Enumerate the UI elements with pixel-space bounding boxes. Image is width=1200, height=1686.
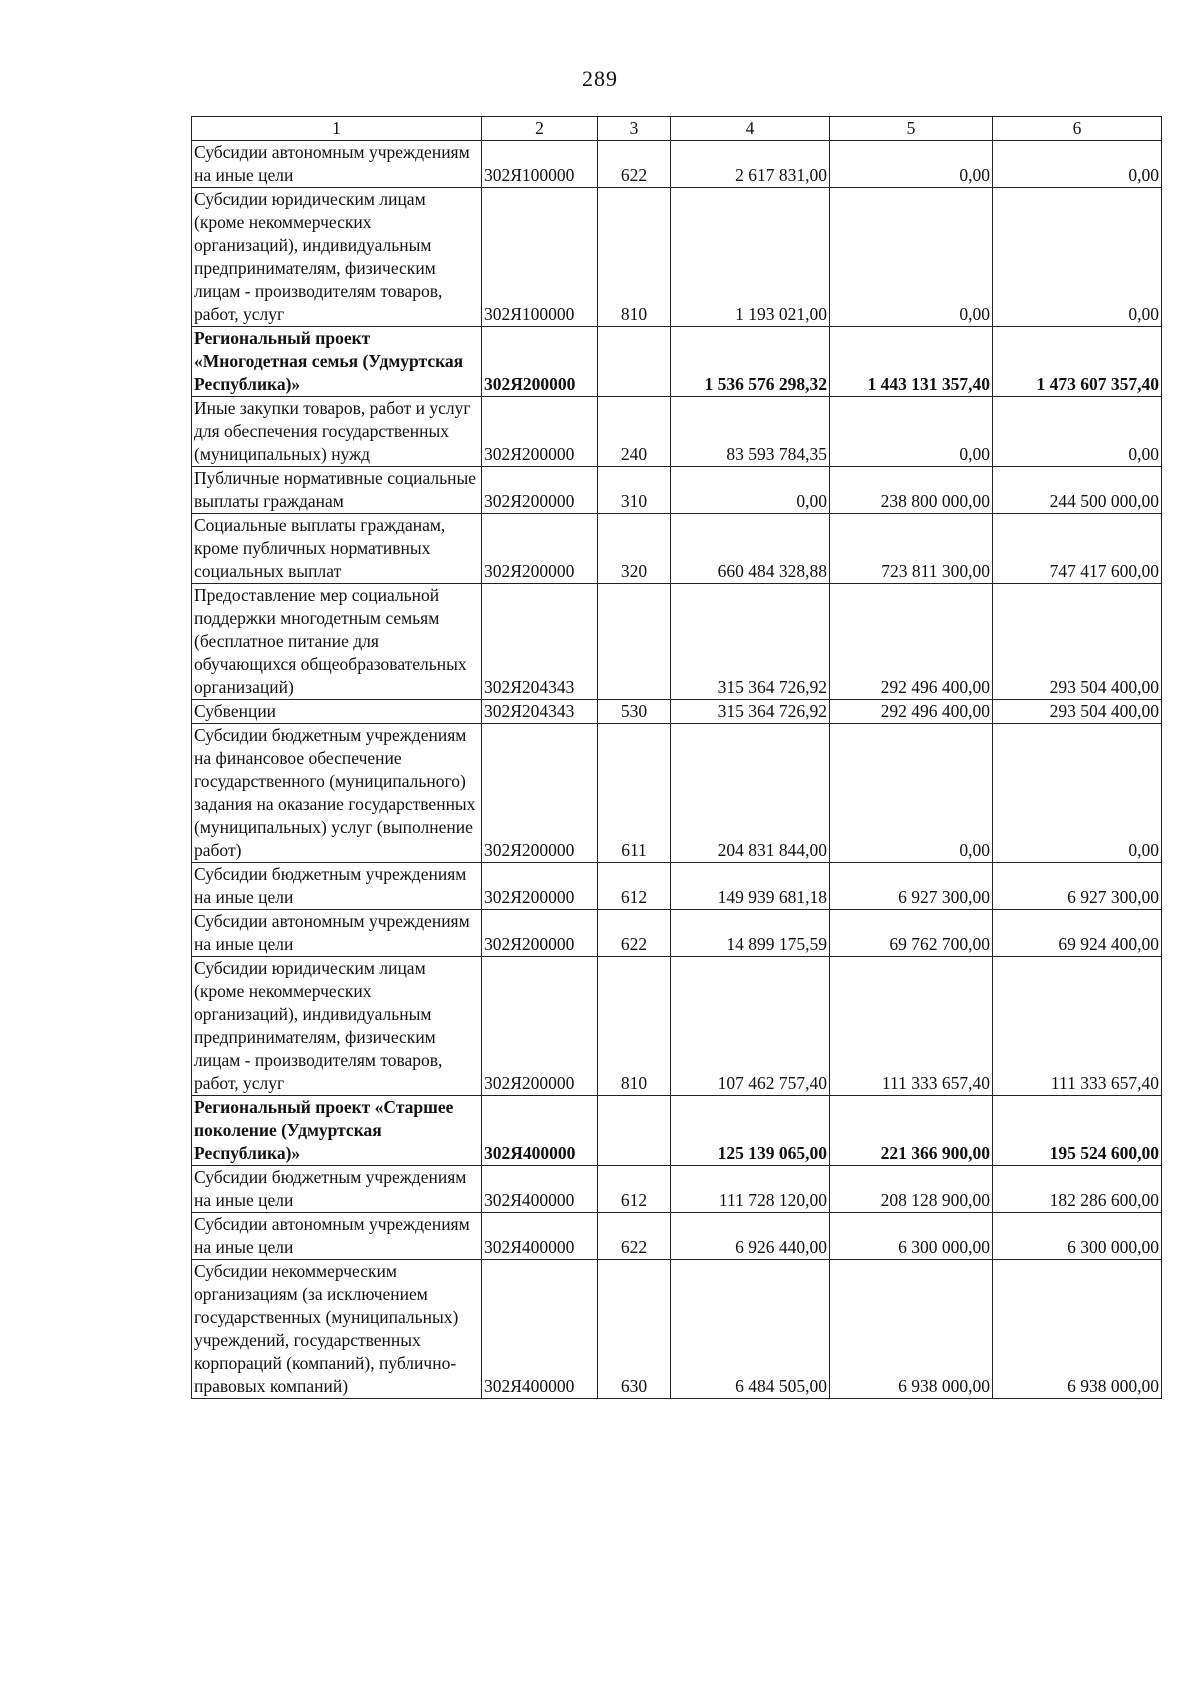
- row-value-2024: 2 617 831,00: [671, 141, 830, 188]
- row-name: Региональный проект «Старшее поколение (Удмуртская Республика)»: [192, 1096, 482, 1166]
- row-value-2026: 111 333 657,40: [993, 957, 1162, 1096]
- row-code: 302Я200000: [482, 957, 598, 1096]
- row-code: 302Я400000: [482, 1166, 598, 1213]
- row-value-2025: 0,00: [830, 188, 993, 327]
- row-name: Субсидии автономным учреждениям на иные цели: [192, 910, 482, 957]
- row-type: 320: [598, 514, 671, 584]
- table-row: [192, 700, 1162, 724]
- table-row: [192, 397, 1162, 467]
- row-value-2025: 238 800 000,00: [830, 467, 993, 514]
- row-value-2026: 6 927 300,00: [993, 863, 1162, 910]
- row-value-2026: 0,00: [993, 188, 1162, 327]
- row-value-2025: 0,00: [830, 141, 993, 188]
- table-row: [192, 188, 1162, 327]
- row-value-2025: 1 443 131 357,40: [830, 327, 993, 397]
- col-header-1: 1: [192, 117, 482, 141]
- row-value-2026: 293 504 400,00: [993, 700, 1162, 724]
- table-row: [192, 467, 1162, 514]
- row-type: 622: [598, 1213, 671, 1260]
- row-value-2024: 1 536 576 298,32: [671, 327, 830, 397]
- row-value-2025: 111 333 657,40: [830, 957, 993, 1096]
- col-header-6: 6: [993, 117, 1162, 141]
- row-name: Субсидии бюджетным учреждениям на иные цели: [192, 863, 482, 910]
- row-name: Субсидии бюджетным учреждениям на финансовое обеспечение государственного (муниципального) задания на оказание государственных (муниципальных) услуг (выполнение работ): [192, 724, 482, 863]
- row-name: Субсидии автономным учреждениям на иные цели: [192, 141, 482, 188]
- row-code: 302Я100000: [482, 141, 598, 188]
- row-type: 622: [598, 141, 671, 188]
- row-name: Предоставление мер социальной поддержки многодетным семьям (бесплатное питание для обучающихся общеобразовательных организаций): [192, 584, 482, 700]
- row-value-2024: 125 139 065,00: [671, 1096, 830, 1166]
- row-value-2024: 315 364 726,92: [671, 700, 830, 724]
- row-value-2024: 149 939 681,18: [671, 863, 830, 910]
- row-code: 302Я100000: [482, 188, 598, 327]
- table-row: [192, 1213, 1162, 1260]
- row-code: 302Я200000: [482, 397, 598, 467]
- row-type: 240: [598, 397, 671, 467]
- row-code: 302Я200000: [482, 724, 598, 863]
- row-value-2025: 0,00: [830, 724, 993, 863]
- row-name: Субсидии автономным учреждениям на иные цели: [192, 1213, 482, 1260]
- row-code: 302Я400000: [482, 1213, 598, 1260]
- table-row: [192, 910, 1162, 957]
- row-code: 302Я400000: [482, 1096, 598, 1166]
- row-name: Субсидии юридическим лицам (кроме некоммерческих организаций), индивидуальным предпринимателям, физическим лицам - производителям товаров, работ, услуг: [192, 188, 482, 327]
- row-value-2025: 723 811 300,00: [830, 514, 993, 584]
- row-value-2026: 6 300 000,00: [993, 1213, 1162, 1260]
- row-value-2026: 0,00: [993, 141, 1162, 188]
- table-row: [192, 863, 1162, 910]
- page-number: 289: [582, 66, 618, 91]
- col-header-3: 3: [598, 117, 671, 141]
- table-row: [192, 514, 1162, 584]
- row-value-2024: 204 831 844,00: [671, 724, 830, 863]
- row-value-2026: 195 524 600,00: [993, 1096, 1162, 1166]
- row-type: [598, 327, 671, 397]
- budget-table: [191, 116, 1162, 1399]
- col-header-5: 5: [830, 117, 993, 141]
- header-row: [192, 117, 1162, 141]
- row-value-2025: 221 366 900,00: [830, 1096, 993, 1166]
- row-type: 810: [598, 957, 671, 1096]
- row-name: Субвенции: [192, 700, 482, 724]
- row-value-2026: 293 504 400,00: [993, 584, 1162, 700]
- row-value-2026: 1 473 607 357,40: [993, 327, 1162, 397]
- table-row: [192, 584, 1162, 700]
- table-body: [192, 141, 1162, 1399]
- row-value-2026: 69 924 400,00: [993, 910, 1162, 957]
- row-type: 612: [598, 1166, 671, 1213]
- row-value-2024: 14 899 175,59: [671, 910, 830, 957]
- row-value-2024: 6 484 505,00: [671, 1260, 830, 1399]
- row-value-2024: 6 926 440,00: [671, 1213, 830, 1260]
- row-name: Региональный проект «Многодетная семья (Удмуртская Республика)»: [192, 327, 482, 397]
- row-value-2025: 6 927 300,00: [830, 863, 993, 910]
- table-row: [192, 1260, 1162, 1399]
- row-value-2025: 0,00: [830, 397, 993, 467]
- row-type: [598, 1096, 671, 1166]
- row-type: 611: [598, 724, 671, 863]
- row-type: 530: [598, 700, 671, 724]
- row-name: Субсидии некоммерческим организациям (за исключением государственных (муниципальных) учреждений, государственных корпораций (компаний), публично-правовых компаний): [192, 1260, 482, 1399]
- row-value-2025: 69 762 700,00: [830, 910, 993, 957]
- row-name: Субсидии бюджетным учреждениям на иные цели: [192, 1166, 482, 1213]
- row-name: Публичные нормативные социальные выплаты гражданам: [192, 467, 482, 514]
- row-value-2025: 292 496 400,00: [830, 584, 993, 700]
- row-value-2026: 0,00: [993, 397, 1162, 467]
- row-value-2025: 6 938 000,00: [830, 1260, 993, 1399]
- row-name: Субсидии юридическим лицам (кроме некоммерческих организаций), индивидуальным предпринимателям, физическим лицам - производителям товаров, работ, услуг: [192, 957, 482, 1096]
- row-value-2026: 244 500 000,00: [993, 467, 1162, 514]
- table-row: [192, 141, 1162, 188]
- row-name: Социальные выплаты гражданам, кроме публичных нормативных социальных выплат: [192, 514, 482, 584]
- row-code: 302Я400000: [482, 1260, 598, 1399]
- row-value-2024: 315 364 726,92: [671, 584, 830, 700]
- row-value-2025: 292 496 400,00: [830, 700, 993, 724]
- table-row: [192, 957, 1162, 1096]
- row-value-2024: 1 193 021,00: [671, 188, 830, 327]
- row-code: 302Я204343: [482, 584, 598, 700]
- row-type: 310: [598, 467, 671, 514]
- row-value-2026: 182 286 600,00: [993, 1166, 1162, 1213]
- row-type: 612: [598, 863, 671, 910]
- row-code: 302Я200000: [482, 863, 598, 910]
- row-type: 810: [598, 188, 671, 327]
- col-header-4: 4: [671, 117, 830, 141]
- row-value-2024: 107 462 757,40: [671, 957, 830, 1096]
- row-name: Иные закупки товаров, работ и услуг для обеспечения государственных (муниципальных) нужд: [192, 397, 482, 467]
- table-row: [192, 327, 1162, 397]
- row-value-2024: 0,00: [671, 467, 830, 514]
- row-value-2024: 83 593 784,35: [671, 397, 830, 467]
- row-type: 630: [598, 1260, 671, 1399]
- table-row: [192, 1096, 1162, 1166]
- row-value-2024: 111 728 120,00: [671, 1166, 830, 1213]
- row-code: 302Я204343: [482, 700, 598, 724]
- row-code: 302Я200000: [482, 327, 598, 397]
- row-value-2026: 0,00: [993, 724, 1162, 863]
- row-code: 302Я200000: [482, 514, 598, 584]
- row-code: 302Я200000: [482, 910, 598, 957]
- row-value-2024: 660 484 328,88: [671, 514, 830, 584]
- row-type: [598, 584, 671, 700]
- row-value-2026: 747 417 600,00: [993, 514, 1162, 584]
- table-row: [192, 1166, 1162, 1213]
- row-value-2025: 208 128 900,00: [830, 1166, 993, 1213]
- row-code: 302Я200000: [482, 467, 598, 514]
- col-header-2: 2: [482, 117, 598, 141]
- table-row: [192, 724, 1162, 863]
- row-value-2025: 6 300 000,00: [830, 1213, 993, 1260]
- row-value-2026: 6 938 000,00: [993, 1260, 1162, 1399]
- row-type: 622: [598, 910, 671, 957]
